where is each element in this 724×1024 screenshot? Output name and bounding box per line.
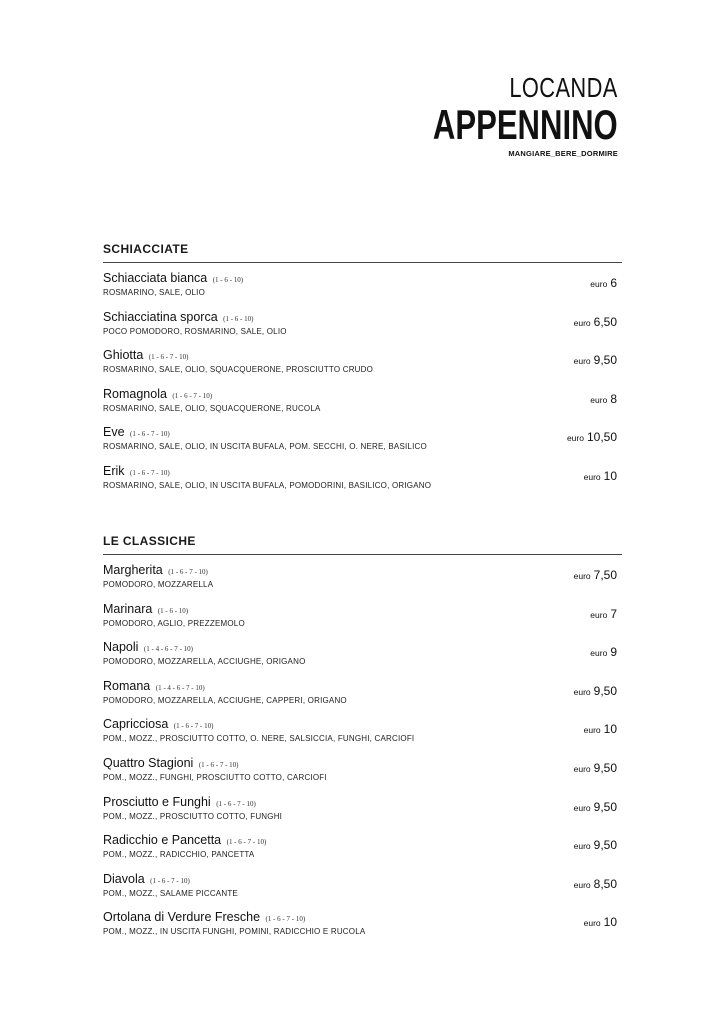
item-name-line	[103, 464, 622, 478]
menu-item	[103, 910, 622, 949]
item-currency: euro	[590, 609, 608, 620]
item-name: Capricciosa	[103, 717, 169, 732]
item-price	[584, 469, 617, 483]
item-price-value: 6	[610, 276, 617, 290]
item-currency: euro	[573, 802, 591, 813]
item-name: Schiacciatina sporca	[103, 309, 218, 324]
item-currency: euro	[573, 356, 591, 367]
item-name-line	[103, 271, 622, 285]
item-name: Erik	[103, 463, 125, 478]
item-name: Schiacciata bianca	[103, 271, 208, 285]
item-price-value: 9,50	[593, 838, 617, 853]
item-name: Romana	[103, 678, 151, 693]
item-price-value: 8	[610, 391, 617, 406]
item-name: Prosciutto e Funghi	[103, 794, 211, 809]
item-allergens: (1 - 6 - 10)	[212, 276, 244, 284]
item-price	[590, 276, 617, 290]
menu-item	[103, 271, 622, 310]
item-price	[574, 761, 617, 775]
item-name-line	[103, 640, 622, 654]
item-name: Ghiotta	[103, 348, 144, 363]
item-price-value: 8,50	[593, 876, 617, 891]
menu-item	[103, 563, 622, 602]
item-price-value: 6,50	[593, 314, 617, 329]
item-allergens: (1 - 6 - 7 - 10)	[265, 915, 306, 924]
item-currency: euro	[583, 471, 601, 482]
item-allergens: (1 - 6 - 7 - 10)	[168, 568, 208, 576]
item-name-line	[103, 679, 622, 693]
item-price	[590, 645, 617, 659]
item-name: Marinara	[103, 601, 153, 616]
item-price-value: 10,50	[586, 430, 617, 445]
item-description: ROSMARINO, SALE, OLIO, SQUACQUERONE, PROSCIUTTO CRUDO	[103, 365, 374, 375]
restaurant-logo	[368, 74, 618, 158]
item-currency: euro	[590, 279, 608, 289]
item-description: POMODORO, MOZZARELLA	[103, 580, 214, 589]
item-name: Eve	[103, 425, 125, 440]
item-description: ROSMARINO, SALE, OLIO, IN USCITA BUFALA, POM. SECCHI, O. NERE, BASILICO	[103, 442, 427, 452]
item-price	[574, 800, 617, 814]
item-price	[574, 353, 617, 367]
logo-tagline: MANGIARE_BERE_DORMIRE	[508, 149, 618, 158]
logo-line-appennino: APPENNINO	[433, 101, 618, 148]
menu-item	[103, 602, 622, 641]
item-price	[574, 838, 617, 852]
item-description: POMODORO, AGLIO, PREZZEMOLO	[103, 618, 245, 628]
item-description: POMODORO, MOZZARELLA, ACCIUGHE, ORIGANO	[103, 657, 306, 667]
item-price-value: 9,50	[593, 799, 617, 814]
item-price	[574, 568, 617, 582]
section-title: SCHIACCIATE	[103, 242, 622, 263]
menu-item	[103, 679, 622, 718]
item-currency: euro	[573, 879, 591, 890]
item-name-line	[103, 425, 622, 439]
item-allergens: (1 - 6 - 7 - 10)	[172, 391, 213, 400]
item-price-value: 9,50	[593, 760, 617, 775]
item-price-value: 9	[610, 645, 617, 660]
item-name-line	[103, 756, 622, 770]
item-description: POM., MOZZ., PROSCIUTTO COTTO, O. NERE, SALSICCIA, FUNGHI, CARCIOFI	[103, 734, 415, 744]
item-name-line	[103, 602, 622, 616]
item-name-line	[103, 563, 622, 577]
item-name-line	[103, 795, 622, 809]
item-allergens: (1 - 6 - 7 - 10)	[130, 430, 170, 439]
item-allergens: (1 - 6 - 7 - 10)	[216, 799, 256, 808]
menu-item	[103, 425, 622, 464]
menu-item	[103, 387, 622, 426]
item-name: Radicchio e Pancetta	[103, 833, 222, 848]
menu-item	[103, 833, 622, 872]
item-price-value: 10	[603, 468, 617, 483]
item-name: Ortolana di Verdure Fresche	[103, 910, 261, 925]
item-price-value: 10	[603, 722, 617, 737]
item-allergens: (1 - 4 - 6 - 7 - 10)	[155, 683, 205, 692]
item-allergens: (1 - 6 - 10)	[223, 314, 254, 323]
item-currency: euro	[573, 571, 591, 581]
item-description: POM., MOZZ., SALAME PICCANTE	[103, 888, 238, 898]
item-currency: euro	[590, 394, 608, 405]
menu-item	[103, 717, 622, 756]
item-description: POCO POMODORO, ROSMARINO, SALE, OLIO	[103, 326, 287, 336]
item-price	[574, 684, 617, 698]
item-allergens: (1 - 4 - 6 - 7 - 10)	[143, 645, 193, 654]
section-le-classiche	[103, 534, 622, 949]
item-name: Diavola	[103, 871, 145, 886]
menu-item	[103, 640, 622, 679]
item-price	[574, 315, 617, 329]
item-name-line	[103, 872, 622, 886]
item-allergens: (1 - 6 - 7 - 10)	[130, 468, 170, 477]
item-price	[567, 430, 617, 444]
item-name-line	[103, 833, 622, 847]
item-description: POMODORO, MOZZARELLA, ACCIUGHE, CAPPERI, ORIGANO	[103, 695, 347, 705]
section-title: LE CLASSICHE	[103, 534, 622, 555]
item-price	[584, 722, 617, 736]
menu-item	[103, 756, 622, 795]
item-description: POM., MOZZ., PROSCIUTTO COTTO, FUNGHI	[103, 811, 283, 821]
item-currency: euro	[573, 317, 591, 328]
item-currency: euro	[566, 433, 584, 444]
item-allergens: (1 - 6 - 10)	[157, 606, 189, 615]
item-price-value: 9,50	[593, 683, 617, 698]
item-price-value: 7	[610, 606, 617, 621]
item-price-value: 9,50	[593, 353, 617, 368]
item-name: Napoli	[103, 640, 139, 655]
item-currency: euro	[583, 725, 601, 736]
logo-line-locanda: LOCANDA	[509, 72, 618, 103]
menu-item	[103, 348, 622, 387]
item-currency: euro	[573, 763, 591, 774]
item-currency: euro	[590, 648, 608, 659]
item-currency: euro	[583, 918, 601, 929]
item-currency: euro	[573, 686, 591, 697]
item-name-line	[103, 717, 622, 731]
menu-items	[103, 563, 622, 949]
item-name-line	[103, 387, 622, 401]
item-currency: euro	[573, 841, 591, 852]
item-description: ROSMARINO, SALE, OLIO	[103, 288, 206, 297]
item-description: ROSMARINO, SALE, OLIO, SQUACQUERONE, RUCOLA	[103, 403, 321, 413]
menu-item	[103, 464, 622, 503]
menu-item	[103, 872, 622, 911]
item-description: POM., MOZZ., RADICCHIO, PANCETTA	[103, 850, 255, 860]
section-schiacciate	[103, 242, 622, 503]
item-allergens: (1 - 6 - 7 - 10)	[198, 760, 239, 769]
item-allergens: (1 - 6 - 7 - 10)	[150, 876, 190, 885]
item-description: POM., MOZZ., IN USCITA FUNGHI, POMINI, RADICCHIO E RUCOLA	[103, 927, 366, 937]
item-name-line	[103, 910, 622, 924]
item-name: Romagnola	[103, 386, 167, 401]
item-price	[584, 915, 617, 929]
item-name-line	[103, 310, 622, 324]
item-description: POM., MOZZ., FUNGHI, PROSCIUTTO COTTO, CARCIOFI	[103, 772, 327, 782]
menu-item	[103, 310, 622, 349]
item-price	[590, 607, 617, 621]
item-name-line	[103, 348, 622, 362]
menu-item	[103, 795, 622, 834]
item-allergens: (1 - 6 - 7 - 10)	[173, 722, 214, 731]
menu-items	[103, 271, 622, 503]
item-price-value: 7,50	[593, 568, 617, 582]
item-name: Margherita	[103, 563, 163, 577]
item-price	[574, 877, 617, 891]
item-name: Quattro Stagioni	[103, 755, 194, 770]
item-price	[590, 392, 617, 406]
item-description: ROSMARINO, SALE, OLIO, IN USCITA BUFALA, POMODORINI, BASILICO, ORIGANO	[103, 480, 432, 490]
item-price-value: 10	[603, 915, 617, 930]
item-allergens: (1 - 6 - 7 - 10)	[226, 838, 267, 847]
item-allergens: (1 - 6 - 7 - 10)	[148, 353, 189, 362]
